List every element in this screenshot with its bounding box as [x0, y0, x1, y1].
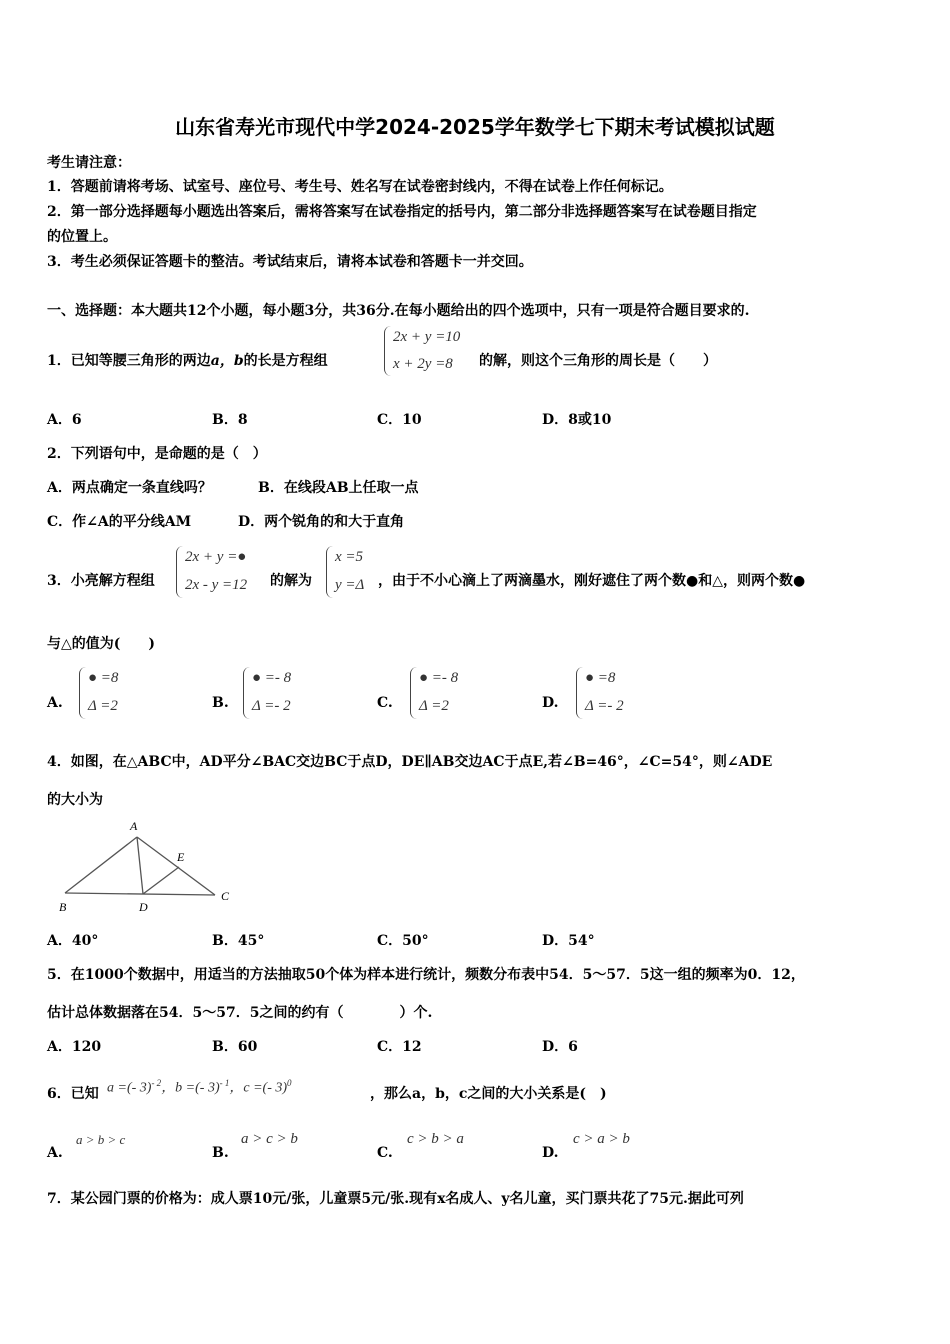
q6-suffix: ，那么a，b，c之间的大小关系是( ): [370, 1086, 607, 1102]
q1-option-b[interactable]: B．8: [212, 412, 248, 428]
q6-option-b-label[interactable]: B.: [212, 1145, 229, 1161]
q3-line2: 与△的值为( ): [47, 636, 156, 652]
q6-option-c-expr[interactable]: c > b > a: [407, 1131, 464, 1147]
q4-triangle-figure: [55, 815, 240, 915]
q1-option-a[interactable]: A．6: [47, 412, 82, 428]
q2-option-c[interactable]: C．作∠A的平分线AM: [47, 514, 192, 530]
q3-a-row1: ● =8: [88, 670, 119, 686]
q4-line1: 4．如图，在△ABC中，AD平分∠BAC交边BC于点D，DE∥AB交边AC于点E,若∠B=46°，∠C=54°，则∠ADE: [47, 754, 773, 770]
q4-option-b[interactable]: B．45°: [212, 933, 265, 949]
q3-eq1: 2x + y =●: [185, 549, 247, 565]
q1-suffix: 的解，则这个三角形的周长是（ ）: [479, 353, 717, 369]
label-c: C: [221, 889, 230, 903]
q3-option-d-label[interactable]: D.: [542, 695, 559, 711]
q2-option-d[interactable]: D．两个锐角的和大于直角: [238, 514, 405, 530]
q4-line2: 的大小为: [47, 792, 103, 808]
notice-item-1: 1．答题前请将考场、试室号、座位号、考生号、姓名写在试卷密封线内，不得在试卷上作任何标记。: [47, 179, 673, 195]
label-b: B: [59, 900, 67, 914]
q7-line1: 7．某公园门票的价格为：成人票10元/张，儿童票5元/张.现有x名成人、y名儿童，买门票共花了75元.据此可列: [47, 1191, 744, 1207]
q5-option-d[interactable]: D．6: [542, 1039, 578, 1055]
q4-option-d[interactable]: D．54°: [542, 933, 595, 949]
q3-option-b-label[interactable]: B.: [212, 695, 229, 711]
q3-option-a-label[interactable]: A.: [47, 695, 63, 711]
q3-mid: 的解为: [270, 573, 312, 589]
notice-item-3: 3．考生必须保证答题卡的整洁。考试结束后，请将本试卷和答题卡一并交回。: [47, 254, 533, 270]
q2-option-b[interactable]: B．在线段AB上任取一点: [258, 480, 419, 496]
q3-a-row2: Δ =2: [88, 698, 118, 714]
q3-option-c-label[interactable]: C.: [377, 695, 393, 711]
q3-b-row2: Δ =- 2: [252, 698, 291, 714]
brace-icon: [326, 546, 333, 598]
notice-item-2-cont: 的位置上。: [47, 229, 117, 245]
q1-prefix: 1．已知等腰三角形的两边a，b的长是方程组: [47, 353, 328, 369]
q1-eq2: x + 2y =8: [393, 356, 453, 372]
line-ab: [65, 837, 137, 893]
q4-option-a[interactable]: A．40°: [47, 933, 99, 949]
q5-line1: 5．在1000个数据中，用适当的方法抽取50个体为样本进行统计，频数分布表中54．5～57．5这一组的频率为0．12，: [47, 967, 805, 983]
brace-icon: [384, 326, 391, 376]
q6-option-d-label[interactable]: D.: [542, 1145, 559, 1161]
label-e: E: [177, 850, 185, 864]
q3-d-row1: ● =8: [585, 670, 616, 686]
notice-item-2: 2．第一部分选择题每小题选出答案后，需将答案写在试卷指定的括号内，第二部分非选择题答案写在试卷题目指定: [47, 204, 757, 220]
label-a: A: [130, 819, 138, 833]
line-de: [143, 867, 179, 894]
section-heading: 一、选择题：本大题共12个小题，每小题3分，共36分.在每小题给出的四个选项中，只有一项是符合题目要求的.: [47, 303, 750, 319]
q1-eq1: 2x + y =10: [393, 329, 461, 345]
q6-option-b-expr[interactable]: a > c > b: [241, 1131, 298, 1147]
brace-icon: [576, 667, 583, 719]
q5-option-c[interactable]: C．12: [377, 1039, 422, 1055]
q3-c-row2: Δ =2: [419, 698, 449, 714]
brace-icon: [79, 667, 86, 719]
q3-prefix: 3．小亮解方程组: [47, 573, 155, 589]
q5-option-b[interactable]: B．60: [212, 1039, 258, 1055]
brace-icon: [243, 667, 250, 719]
brace-icon: [410, 667, 417, 719]
line-ad: [137, 837, 143, 894]
brace-icon: [176, 546, 183, 598]
q6-option-c-label[interactable]: C.: [377, 1145, 393, 1161]
notice-heading: 考生请注意：: [47, 155, 131, 171]
page-title: 山东省寿光市现代中学2024-2025学年数学七下期末考试模拟试题: [175, 115, 775, 139]
q4-option-c[interactable]: C．50°: [377, 933, 429, 949]
label-d: D: [139, 900, 148, 914]
q6-option-a-expr[interactable]: a > b > c: [76, 1132, 126, 1147]
line-bc: [65, 893, 215, 895]
q1-option-c[interactable]: C．10: [377, 412, 422, 428]
q3-c-row1: ● =- 8: [419, 670, 459, 686]
q6-prefix: 6．已知: [47, 1086, 99, 1102]
q3-sol1: x =5: [335, 549, 364, 565]
q3-sol2: y =Δ: [335, 577, 365, 593]
line-ac: [137, 837, 215, 895]
q3-b-row1: ● =- 8: [252, 670, 292, 686]
q5-line2: 估计总体数据落在54．5～57．5之间的约有（ ）个.: [47, 1005, 433, 1021]
q3-suffix: ，由于不小心滴上了两滴墨水，刚好遮住了两个数●和△，则两个数●: [378, 573, 806, 589]
q5-option-a[interactable]: A．120: [47, 1039, 102, 1055]
q6-expressions: a =(- 3)$^{- 2}$，b =(- 3)$^{- 1}$，c =(- 3)$^0$: [107, 1078, 292, 1096]
q2-stem: 2．下列语句中，是命题的是（ ）: [47, 446, 267, 462]
q1-option-d[interactable]: D．8或10: [542, 412, 612, 428]
q3-d-row2: Δ =- 2: [585, 698, 624, 714]
q2-option-a[interactable]: A．两点确定一条直线吗？: [47, 480, 212, 496]
q6-option-a-label[interactable]: A.: [47, 1145, 63, 1161]
q6-option-d-expr[interactable]: c > a > b: [573, 1131, 630, 1147]
q3-eq2: 2x - y =12: [185, 577, 248, 593]
